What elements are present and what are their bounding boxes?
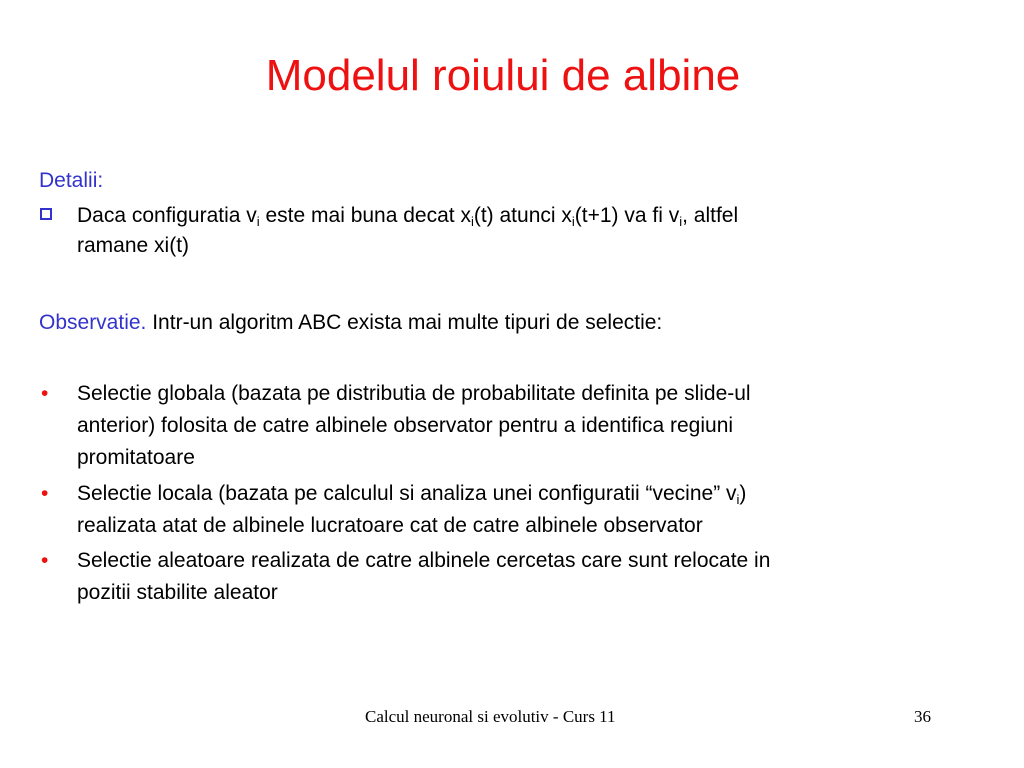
- bullet-dot-icon: •: [41, 549, 49, 572]
- details-item-line2: ramane xi(t): [77, 234, 190, 257]
- checkbox-bullet-icon: [40, 208, 52, 220]
- bullet-line: Selectie globala (bazata pe distributia de probabilitate definita pe slide-ul: [77, 382, 751, 405]
- bullet-item-random: [77, 545, 957, 609]
- bullet-item-local: [77, 478, 957, 542]
- slide-title: Modelul roiului de albine: [265, 51, 741, 100]
- bullet-line: promitatoare: [77, 446, 195, 469]
- bullet-item-global: [77, 378, 957, 474]
- observation-label: Observatie.: [39, 311, 147, 334]
- bullet-line: Selectie locala (bazata pe calculul si analiza unei configuratii “vecine” $v_i$): [77, 482, 747, 507]
- page-number: 36: [914, 707, 931, 726]
- details-item: [77, 200, 957, 262]
- bullet-line: anterior) folosita de catre albinele observator pentru a identifica regiuni: [77, 414, 734, 437]
- observation-paragraph: [39, 308, 939, 338]
- details-item-line1: Daca configuratia $v_i$ este mai buna decat $x_i(t)$ atunci $x_i(t+1)$ va fi $v_i$, altfel: [77, 204, 739, 229]
- bullet-dot-icon: •: [41, 382, 49, 405]
- bullet-dot-icon: •: [41, 482, 49, 505]
- bullet-line: realizata atat de albinele lucratoare cat de catre albinele observator: [77, 514, 703, 537]
- bullet-line: pozitii stabilite aleator: [77, 581, 278, 604]
- bullet-line: Selectie aleatoare realizata de catre albinele cercetas care sunt relocate in: [77, 549, 771, 572]
- details-label: Detalii:: [39, 169, 104, 192]
- observation-text: Intr-un algoritm ABC exista mai multe tipuri de selectie:: [146, 311, 663, 334]
- footer-course: Calcul neuronal si evolutiv - Curs 11: [365, 707, 616, 726]
